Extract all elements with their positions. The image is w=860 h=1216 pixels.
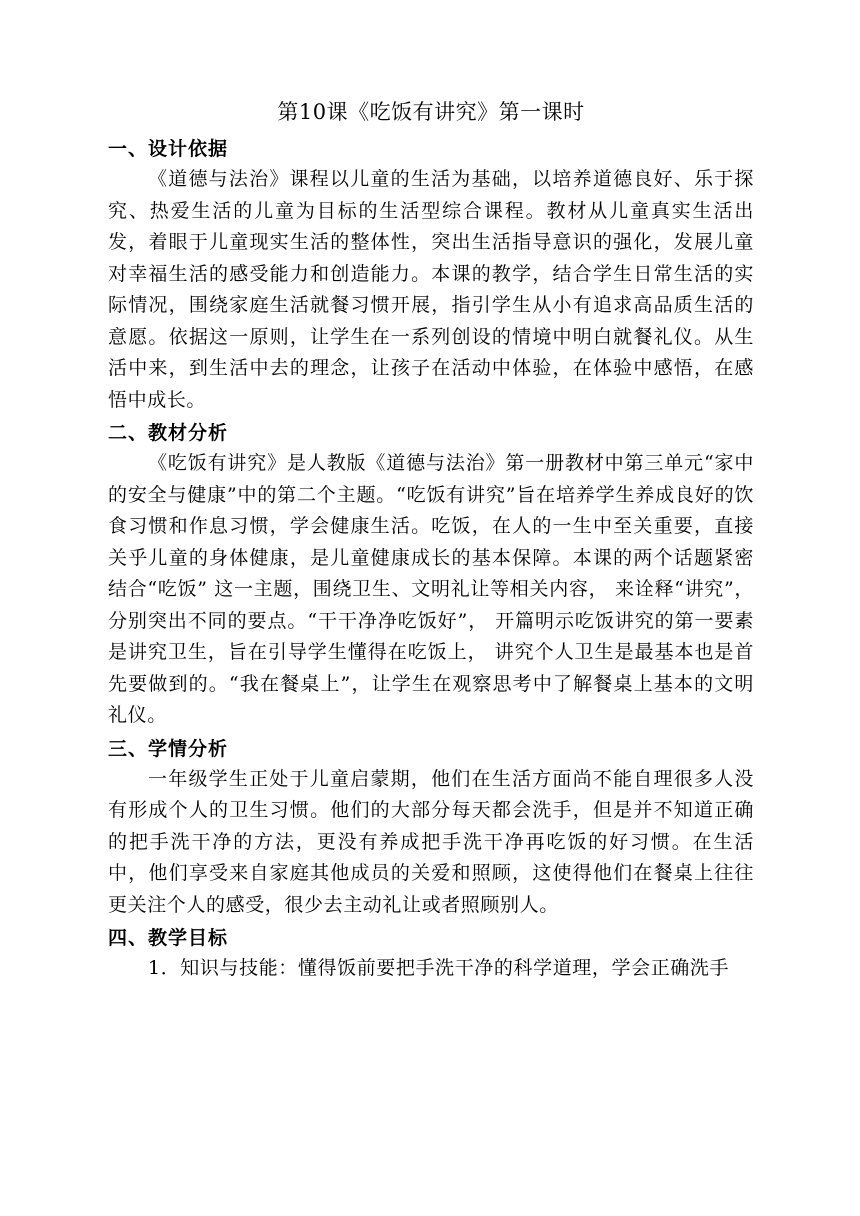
section-paragraph: 1．知识与技能：懂得饭前要把手洗干净的科学道理，学会正确洗手	[148, 957, 730, 979]
section-teaching-goals	[108, 923, 754, 985]
section-paragraph: 《道德与法治》课程以儿童的生活为基础，以培养道德良好、乐于探究、热爱生活的儿童为目标的生活型综合课程。教材从儿童真实生活出发，着眼于儿童现实生活的整体性，突出生活指导意识的强化，发展儿童对幸福生活的感受能力和创造能力。本课的教学，结合学生日常生活的实际情况，围绕家庭生活就餐习惯开展，指引学生从小有追求高品质生活的意愿。依据这一原则，让学生在一系列创设的情境中明白就餐礼仪。从生活中来，到生活中去的理念，让孩子在活动中体验，在体验中感悟，在感悟中成长。	[108, 168, 754, 411]
section-design-basis	[108, 134, 754, 416]
section-heading: 二、教材分析	[108, 422, 229, 444]
section-heading: 三、学情分析	[108, 737, 229, 760]
section-textbook-analysis	[108, 418, 754, 732]
page-title: 第10课《吃饭有讲究》第一课时	[277, 100, 585, 124]
section-paragraph: 一年级学生正处于儿童启蒙期，他们在生活方面尚不能自理很多人没有形成个人的卫生习惯。他们的大部分每天都会洗手，但是并不知道正确的把手洗干净的方法，更没有养成把手洗干净再吃饭的好习惯。在生活中，他们享受来自家庭其他成员的关爱和照顾，这使得他们在餐桌上往往更关注个人的感受，很少去主动礼让或者照顾别人。	[108, 767, 754, 916]
section-paragraph: 《吃饭有讲究》是人教版《道德与法治》第一册教材中第三单元“家中的安全与健康”中的第二个主题。“吃饭有讲究”旨在培养学生养成良好的饮食习惯和作息习惯，学会健康生活。吃饭，在人的一生中至关重要，直接关乎儿童的身体健康，是儿童健康成长的基本保障。本课的两个话题紧密结合“吃饭” 这一主题，围绕卫生、文明礼让等相关内容， 来诠释“讲究”， 分别突出不同的要点。“干干净净吃饭好”， 开篇明示吃饭讲究的第一要素是讲究卫生，旨在引导学生懂得在吃饭上， 讲究个人卫生是最基本也是首先要做到的。“我在餐桌上”，让学生在观察思考中了解餐桌上基本的文明礼仪。	[108, 452, 754, 726]
section-heading: 四、教学目标	[108, 927, 229, 949]
section-heading: 一、设计依据	[108, 138, 229, 160]
section-student-analysis	[108, 734, 754, 922]
document-page	[108, 96, 754, 987]
